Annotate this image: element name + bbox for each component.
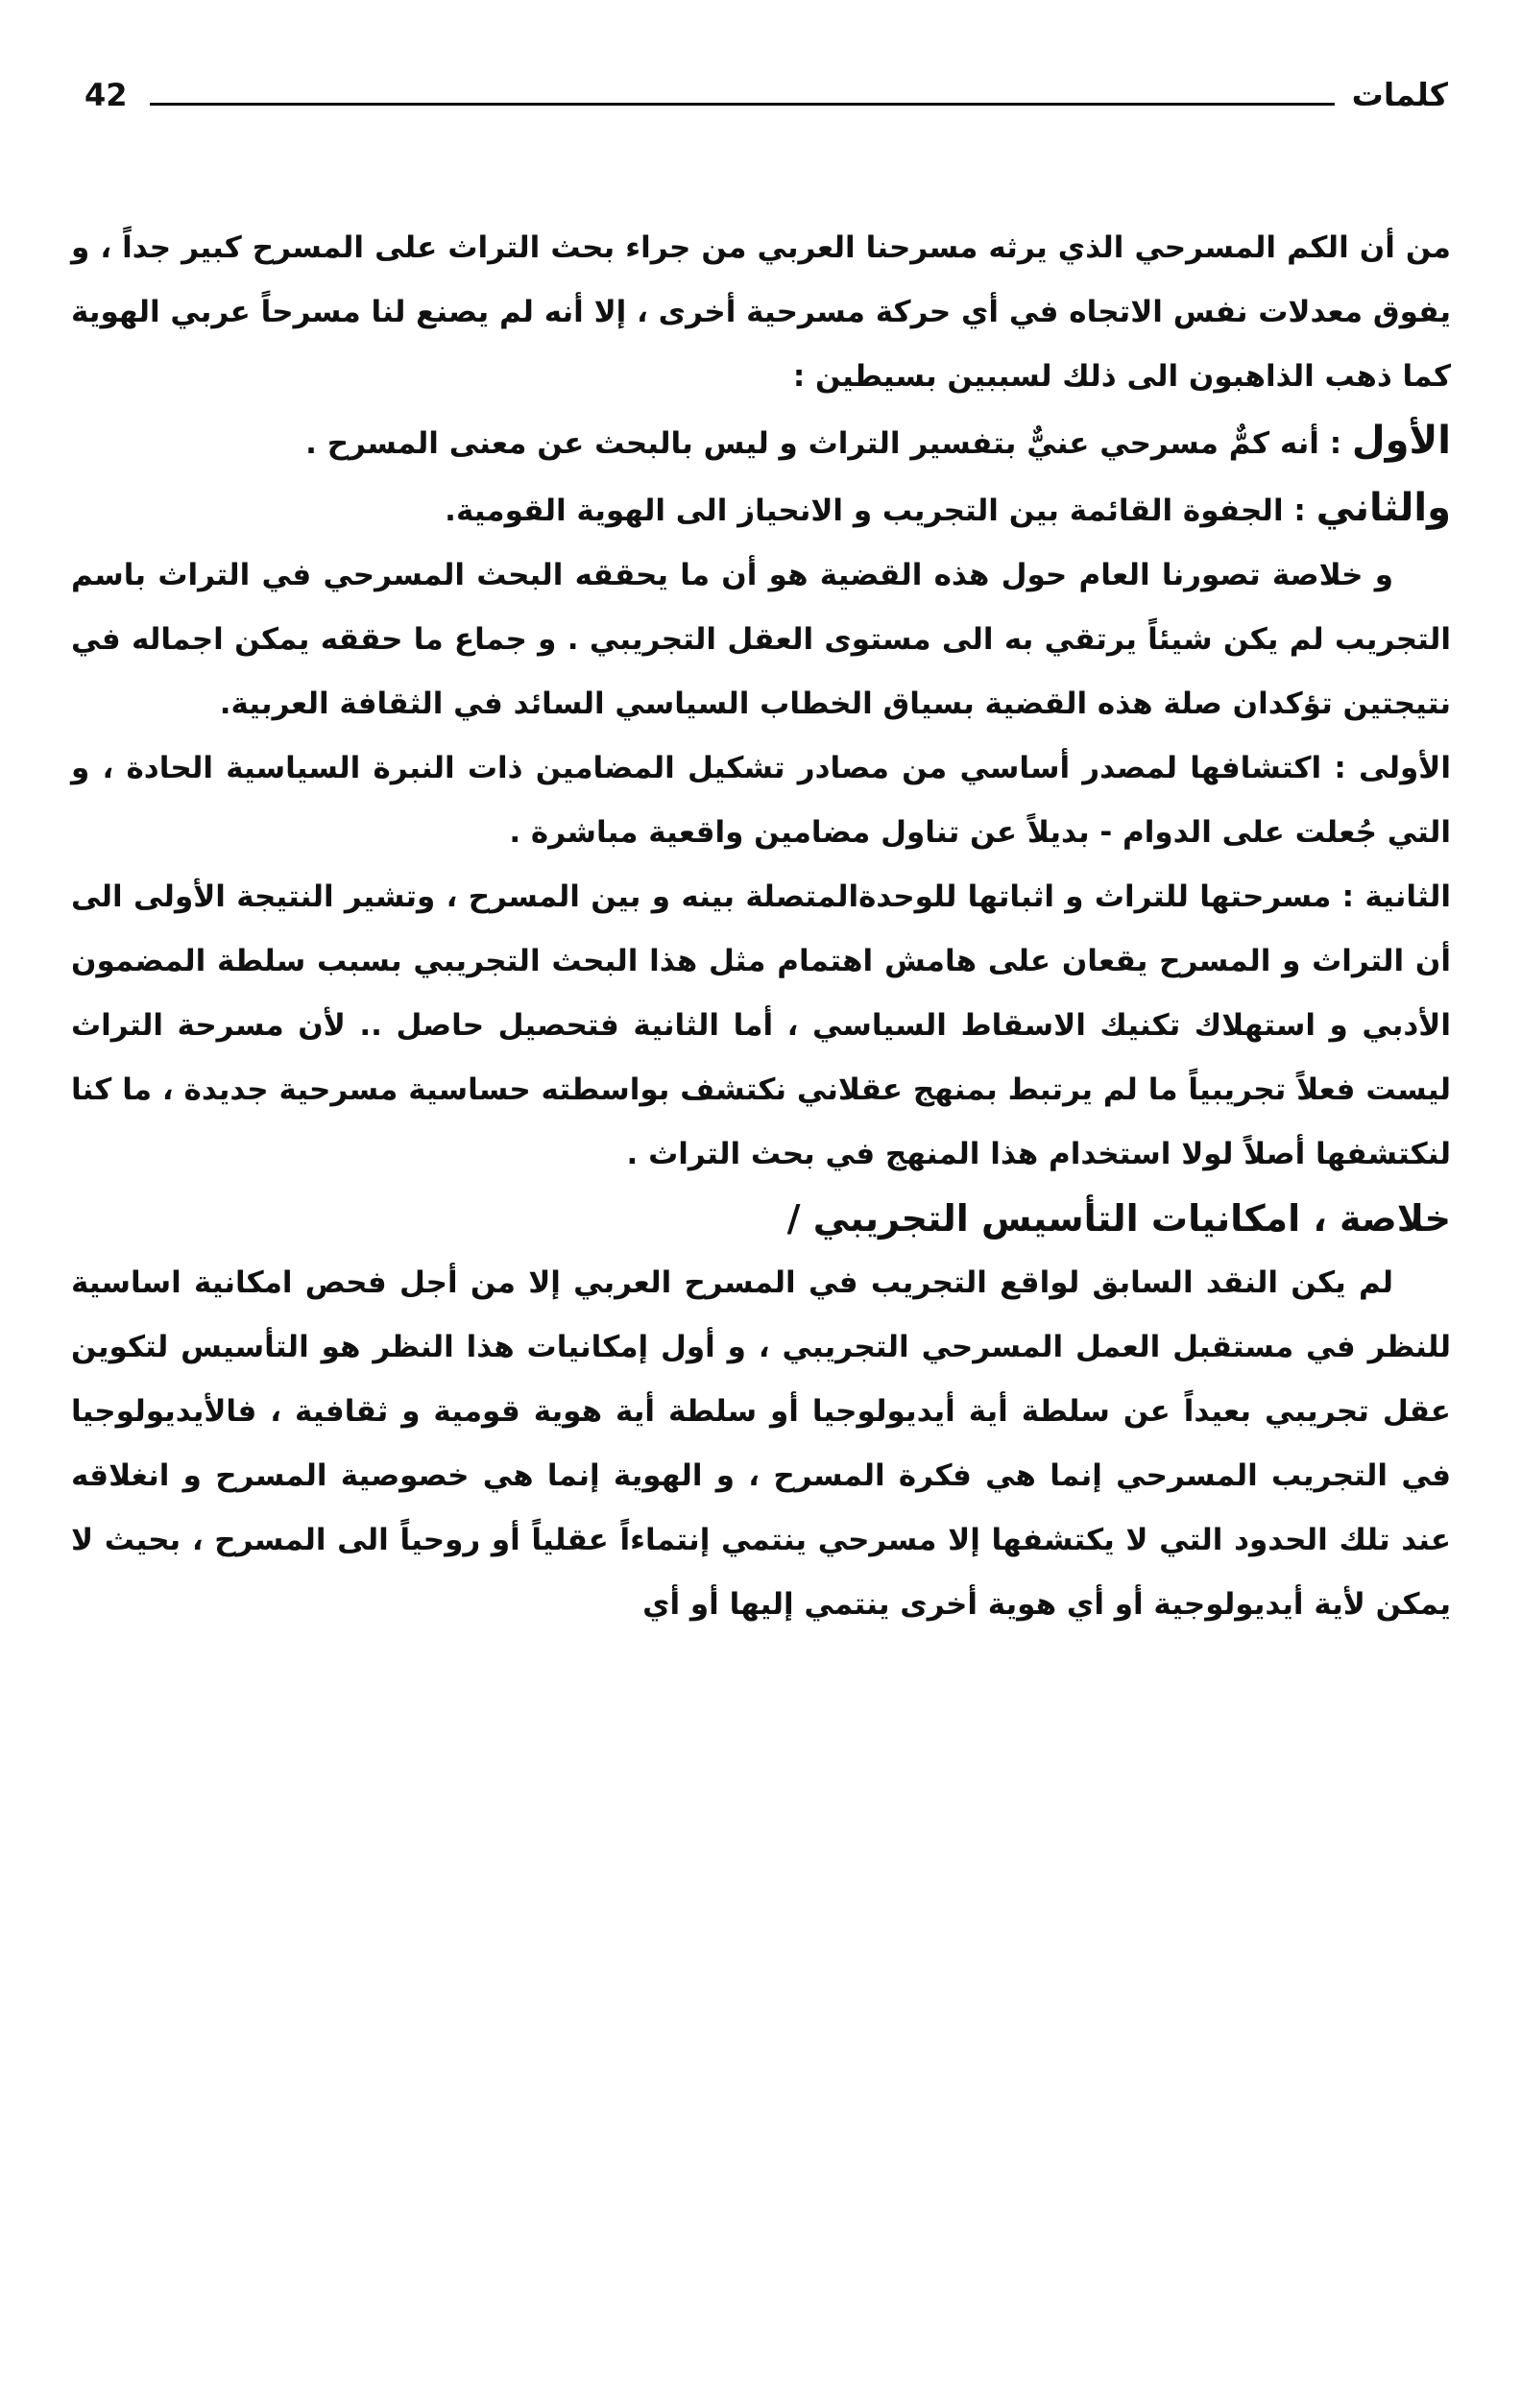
list-item-text: : الجفوة القائمة بين التجريب و الانحياز الى الهوية القومية. — [445, 494, 1316, 528]
list-item — [71, 476, 1451, 543]
list-item-label: الأول — [1351, 419, 1451, 463]
paragraph: الأولى : اكتشافها لمصدر أساسي من مصادر تشكيل المضامين ذات النبرة السياسية الحادة ، و التي جُعلت على الدوام - بديلاً عن تناول مضامين واقعية مباشرة . — [71, 751, 1451, 850]
list-item — [71, 409, 1451, 476]
paragraph: و خلاصة تصورنا العام حول هذه القضية هو أن ما يحققه البحث المسرحي في التراث باسم التجريب لم يكن شيئاً يرتقي به الى مستوى العقل التجريبي . و جماع ما حققه يمكن اجماله في نتيجتين تؤكدان صلة هذه القضية بسياق الخطاب السياسي السائد في الثقافة العربية. — [71, 558, 1451, 721]
paragraph: من أن الكم المسرحي الذي يرثه مسرحنا العربي من جراء بحث التراث على المسرح كبير جداً ، و يفوق معدلات نفس الاتجاه في أي حركة مسرحية أخرى ، إلا أنه لم يصنع لنا مسرحاً عربي الهوية كما ذهب الذاهبون الى ذلك لسببين بسيطين : — [71, 230, 1451, 394]
paragraph: الثانية : مسرحتها للتراث و اثباتها للوحدةالمتصلة بينه و بين المسرح ، وتشير النتيجة الأولى الى أن التراث و المسرح يقعان على هامش اهتمام مثل هذا البحث التجريبي بسبب سلطة المضمون الأدبي و استهلاك تكنيك الاسقاط السياسي ، أما الثانية فتحصيل حاصل .. لأن مسرحة التراث ليست فعلاً تجريبياً ما لم يرتبط بمنهج عقلاني نكتشف بواسطته حساسية مسرحية جديدة ، ما كنا لنكتشفها أصلاً لولا استخدام هذا المنهج في بحث التراث . — [71, 879, 1451, 1171]
page-header — [84, 71, 1448, 119]
header-rule — [150, 103, 1335, 106]
body-text — [71, 216, 1451, 1637]
list-item-label: والثاني — [1316, 486, 1451, 530]
section-heading: خلاصة ، امكانيات التأسيس التجريبي / — [786, 1197, 1451, 1240]
list-item-text: : أنه كمٌّ مسرحي عنيٌّ بتفسير التراث و ليس بالبحث عن معنى المسرح . — [305, 426, 1352, 461]
paragraph: لم يكن النقد السابق لواقع التجريب في المسرح العربي إلا من أجل فحص امكانية اساسية للنظر في مستقبل العمل المسرحي التجريبي ، و أول إمكانيات هذا النظر هو التأسيس لتكوين عقل تجريبي بعيداً عن سلطة أية أيديولوجيا أو سلطة أية هوية قومية و ثقافية ، فالأيديولوجيا في التجريب المسرحي إنما هي فكرة المسرح ، و الهوية إنما هي خصوصية المسرح و انغلاقه عند تلك الحدود التي لا يكتشفها إلا مسرحي ينتمي إنتماءاً عقلياً أو روحياً الى المسرح ، بحيث لا يمكن لأية أيديولوجية أو أي هوية أخرى ينتمي إليها أو أي — [71, 1265, 1451, 1622]
running-head: كلمات — [1351, 76, 1448, 113]
page-number: 42 — [84, 77, 128, 113]
